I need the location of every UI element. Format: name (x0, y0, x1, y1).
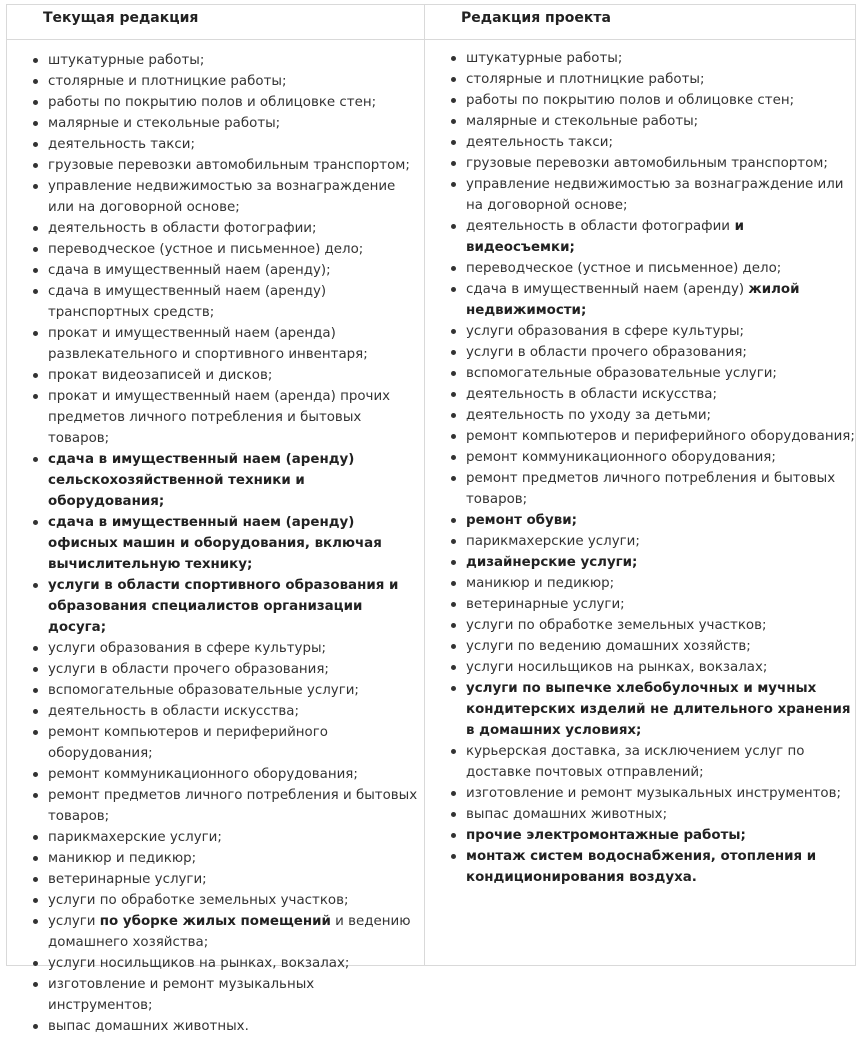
bold-text: по уборке жилых помещений (99, 914, 331, 929)
draft-list-item (445, 741, 855, 783)
item-text: услуги по ведению домашних хозяйств; (466, 639, 751, 654)
draft-list-item (445, 678, 855, 741)
draft-list-item (445, 615, 855, 636)
current-list-item (27, 953, 422, 974)
draft-edition-list (445, 48, 855, 888)
draft-list-item (445, 174, 855, 216)
bold-text: услуги в области спортивного образования и образования специалистов организации досуга; (48, 578, 399, 635)
bold-text: прочие электромонтажные работы; (466, 828, 746, 843)
item-text: сдача в имущественный наем (аренду) транспортных средств; (48, 284, 327, 320)
draft-list-item (445, 279, 855, 321)
bold-text: сдача в имущественный наем (аренду) офисных машин и оборудования, включая вычислительную технику; (48, 515, 382, 572)
draft-list-item (445, 636, 855, 657)
current-list-item (27, 911, 422, 953)
draft-list-item (445, 48, 855, 69)
current-list-item (27, 575, 422, 638)
item-text: парикмахерские услуги; (48, 830, 222, 845)
bold-text: сдача в имущественный наем (аренду) сельскохозяйственной техники и оборудования; (48, 452, 355, 509)
draft-list-item (445, 552, 855, 573)
item-text: ремонт предметов личного потребления и бытовых товаров; (466, 471, 836, 507)
item-text: вспомогательные образовательные услуги; (48, 683, 359, 698)
item-text: услуги образования в сфере культуры; (466, 324, 745, 339)
current-list-item (27, 218, 422, 239)
item-text: столярные и плотницкие работы; (466, 72, 705, 87)
item-text: маникюр и педикюр; (466, 576, 615, 591)
item-text: услуги в области прочего образования; (466, 345, 747, 360)
item-text: деятельность такси; (48, 137, 195, 152)
current-list-item (27, 1016, 422, 1037)
draft-list-item (445, 384, 855, 405)
item-text: деятельность в области фотографии (466, 219, 731, 234)
item-text: работы по покрытию полов и облицовке стен; (466, 93, 795, 108)
item-text: деятельность в области искусства; (466, 387, 717, 402)
item-text: услуги (48, 914, 100, 929)
draft-list-item (445, 90, 855, 111)
draft-list-item (445, 510, 855, 531)
draft-list-item (445, 321, 855, 342)
draft-list-item (445, 531, 855, 552)
item-text: деятельность в области искусства; (48, 704, 299, 719)
current-list-item (27, 71, 422, 92)
draft-list-item (445, 153, 855, 174)
item-text: услуги по обработке земельных участков; (48, 893, 349, 908)
current-list-item (27, 848, 422, 869)
current-list-item (27, 323, 422, 365)
draft-list-item (445, 846, 855, 888)
current-list-item (27, 365, 422, 386)
item-text: прокат видеозаписей и дисков; (48, 368, 273, 383)
bold-text: дизайнерские услуги; (466, 555, 638, 570)
item-text: штукатурные работы; (466, 51, 623, 66)
bold-text: жилой недвижимости; (466, 282, 800, 318)
draft-list-item (445, 657, 855, 678)
item-text: переводческое (устное и письменное) дело; (48, 242, 364, 257)
item-text: услуги образования в сфере культуры; (48, 641, 327, 656)
draft-list-item (445, 342, 855, 363)
current-list-item (27, 659, 422, 680)
current-list-item (27, 260, 422, 281)
item-text: изготовление и ремонт музыкальных инструментов; (466, 786, 841, 801)
draft-list-item (445, 426, 855, 447)
item-text: работы по покрытию полов и облицовке стен; (48, 95, 377, 110)
item-text: деятельность по уходу за детьми; (466, 408, 712, 423)
draft-list-item (445, 804, 855, 825)
bold-text: услуги по выпечке хлебобулочных и мучных кондитерских изделий не длительного хранения в домашних условиях; (466, 681, 851, 738)
draft-list-item (445, 405, 855, 426)
current-list-item (27, 50, 422, 71)
item-text: переводческое (устное и письменное) дело; (466, 261, 782, 276)
item-text: ремонт коммуникационного оборудования; (48, 767, 358, 782)
draft-list-item (445, 111, 855, 132)
draft-list-item (445, 468, 855, 510)
item-text: маникюр и педикюр; (48, 851, 197, 866)
item-text: ветеринарные услуги; (48, 872, 207, 887)
bold-text: монтаж систем водоснабжения, отопления и кондиционирования воздуха. (466, 849, 817, 885)
current-list-item (27, 155, 422, 176)
item-text: управление недвижимостью за вознаграждение или на договорной основе; (466, 177, 844, 213)
item-text: ремонт предметов личного потребления и бытовых товаров; (48, 788, 418, 824)
current-list-item (27, 974, 422, 1016)
draft-list-item (445, 594, 855, 615)
comparison-table (6, 4, 856, 1034)
item-text: выпас домашних животных; (466, 807, 668, 822)
header-divider (7, 39, 855, 40)
item-text: изготовление и ремонт музыкальных инструментов; (48, 977, 315, 1013)
draft-list-item (445, 825, 855, 846)
current-list-item (27, 827, 422, 848)
current-list-item (27, 386, 422, 449)
item-text: и ведению домашнего хозяйства; (48, 914, 411, 950)
draft-list-item (445, 447, 855, 468)
current-list-item (27, 176, 422, 218)
current-list-item (27, 869, 422, 890)
current-list-item (27, 890, 422, 911)
item-text: прокат и имущественный наем (аренда) развлекательного и спортивного инвентаря; (48, 326, 368, 362)
item-text: выпас домашних животных. (48, 1019, 249, 1034)
item-text: парикмахерские услуги; (466, 534, 640, 549)
item-text: услуги носильщиков на рынках, вокзалах; (466, 660, 768, 675)
current-list-item (27, 239, 422, 260)
item-text: услуги в области прочего образования; (48, 662, 329, 677)
column-header-draft: Редакция проекта (461, 10, 611, 26)
item-text: курьерская доставка, за исключением услуг по доставке почтовых отправлений; (466, 744, 805, 780)
column-divider (424, 5, 425, 965)
item-text: ремонт компьютеров и периферийного оборудования; (466, 429, 855, 444)
column-header-current: Текущая редакция (43, 10, 199, 26)
draft-list-item (445, 216, 855, 258)
item-text: деятельность в области фотографии; (48, 221, 317, 236)
item-text: сдача в имущественный наем (аренду) (466, 282, 749, 297)
current-list-item (27, 785, 422, 827)
draft-list-item (445, 363, 855, 384)
draft-list-item (445, 258, 855, 279)
item-text: столярные и плотницкие работы; (48, 74, 287, 89)
current-list-item (27, 512, 422, 575)
item-text: штукатурные работы; (48, 53, 205, 68)
item-text: сдача в имущественный наем (аренду); (48, 263, 331, 278)
item-text: вспомогательные образовательные услуги; (466, 366, 777, 381)
item-text: грузовые перевозки автомобильным транспортом; (466, 156, 828, 171)
item-text: ремонт коммуникационного оборудования; (466, 450, 776, 465)
current-list-item (27, 701, 422, 722)
item-text: услуги по обработке земельных участков; (466, 618, 767, 633)
item-text: ремонт компьютеров и периферийного оборудования; (48, 725, 328, 761)
current-list-item (27, 722, 422, 764)
current-list-item (27, 680, 422, 701)
item-text: малярные и стекольные работы; (48, 116, 281, 131)
current-list-item (27, 92, 422, 113)
item-text: ветеринарные услуги; (466, 597, 625, 612)
item-text: малярные и стекольные работы; (466, 114, 699, 129)
current-list-item (27, 449, 422, 512)
item-text: деятельность такси; (466, 135, 613, 150)
bold-text: и видеосъемки; (466, 219, 745, 255)
current-list-item (27, 113, 422, 134)
current-edition-list (27, 50, 422, 1037)
current-list-item (27, 134, 422, 155)
item-text: грузовые перевозки автомобильным транспортом; (48, 158, 410, 173)
current-list-item (27, 281, 422, 323)
draft-list-item (445, 69, 855, 90)
bold-text: ремонт обуви; (466, 513, 577, 528)
draft-list-item (445, 783, 855, 804)
item-text: управление недвижимостью за вознаграждение или на договорной основе; (48, 179, 396, 215)
draft-list-item (445, 573, 855, 594)
item-text: услуги носильщиков на рынках, вокзалах; (48, 956, 350, 971)
current-list-item (27, 638, 422, 659)
draft-list-item (445, 132, 855, 153)
item-text: прокат и имущественный наем (аренда) прочих предметов личного потребления и бытовых товаров; (48, 389, 391, 446)
current-list-item (27, 764, 422, 785)
